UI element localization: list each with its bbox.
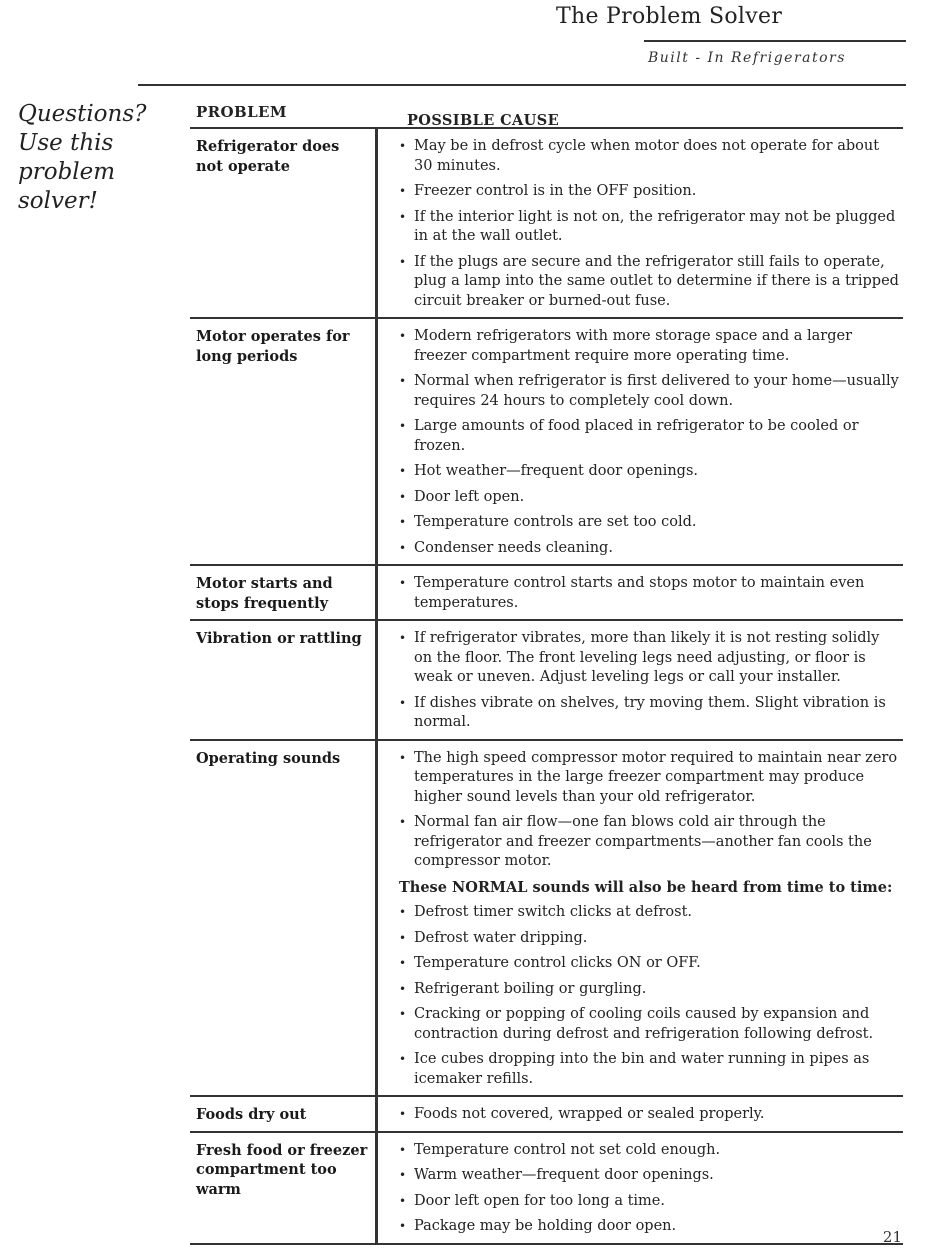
cause-cell [378, 741, 903, 1096]
table-row [190, 564, 903, 619]
cause-item: • Large amounts of food placed in refrigerator to be cooled or frozen. [399, 417, 899, 456]
cause-item: • Modern refrigerators with more storage space and a larger freezer compartment require more operating time. [399, 327, 899, 366]
side-note-line: problem [18, 159, 116, 185]
cause-item: • Ice cubes dropping into the bin and water running in pipes as icemaker refills. [399, 1050, 899, 1089]
side-note-line: solver! [18, 188, 98, 214]
section-subtitle: Built - In Refrigerators [648, 50, 846, 66]
table-row [190, 619, 903, 739]
cause-item: • May be in defrost cycle when motor does not operate for about 30 minutes. [399, 137, 899, 176]
page-title: The Problem Solver [556, 4, 783, 29]
cause-item: • Freezer control is in the OFF position. [399, 182, 899, 202]
page-number: 21 [882, 1228, 902, 1246]
table-row [190, 1095, 903, 1131]
cause-cell [378, 621, 903, 739]
cause-item: • Temperature control starts and stops motor to maintain even temperatures. [399, 574, 899, 613]
problem-cell: Operating sounds [190, 741, 378, 1096]
cause-cell [378, 1097, 903, 1131]
header-divider [644, 40, 906, 42]
cause-item: • Normal when refrigerator is first delivered to your home—usually requires 24 hours to completely cool down. [399, 372, 899, 411]
problem-cell: Vibration or rattling [190, 621, 378, 739]
cause-cell [378, 1133, 903, 1243]
cause-column-header: POSSIBLE CAUSE [407, 112, 560, 129]
cause-item: • Door left open. [399, 488, 899, 508]
problem-cell: Fresh food or freezer compartment too warm [190, 1133, 378, 1243]
cause-item: • Temperature control not set cold enough. [399, 1141, 899, 1161]
cause-item: • Door left open for too long a time. [399, 1192, 899, 1212]
cause-item: • If dishes vibrate on shelves, try moving them. Slight vibration is normal. [399, 694, 899, 733]
cause-item: • Defrost water dripping. [399, 929, 899, 949]
header-divider-long [138, 84, 906, 86]
cause-item: • Temperature controls are set too cold. [399, 513, 899, 533]
cause-item: • The high speed compressor motor required to maintain near zero temperatures in the large freezer compartment may produce higher sound levels than your old refrigerator. [399, 749, 899, 808]
table-row [190, 739, 903, 1096]
cause-item: • Foods not covered, wrapped or sealed properly. [399, 1105, 899, 1125]
table-row [190, 1131, 903, 1245]
cause-item: • Refrigerant boiling or gurgling. [399, 980, 899, 1000]
side-note [18, 100, 148, 216]
problem-cell: Motor operates for long periods [190, 319, 378, 564]
table-row [190, 317, 903, 564]
cause-item: • Condenser needs cleaning. [399, 539, 899, 559]
problem-table [190, 127, 903, 1245]
problem-cell: Refrigerator does not operate [190, 129, 378, 317]
cause-cell [378, 566, 903, 619]
side-note-line: Use this [18, 130, 114, 156]
cause-item: • Package may be holding door open. [399, 1217, 899, 1237]
cause-cell [378, 129, 903, 317]
cause-item: • Defrost timer switch clicks at defrost. [399, 903, 899, 923]
normal-sounds-note: These NORMAL sounds will also be heard from time to time: [399, 878, 893, 896]
cause-item: • Warm weather—frequent door openings. [399, 1166, 899, 1186]
cause-item: • If the plugs are secure and the refrigerator still fails to operate, plug a lamp into the same outlet to determine if there is a tripped circuit breaker or burned-out fuse. [399, 253, 899, 312]
cause-item: • Hot weather—frequent door openings. [399, 462, 899, 482]
problem-column-header: PROBLEM [196, 103, 287, 121]
side-note-line: Questions? [18, 101, 147, 127]
cause-item: • Normal fan air flow—one fan blows cold air through the refrigerator and freezer compartments—another fan cools the compressor motor. [399, 813, 899, 872]
cause-item: • If the interior light is not on, the refrigerator may not be plugged in at the wall outlet. [399, 208, 899, 247]
cause-item: • If refrigerator vibrates, more than likely it is not resting solidly on the floor. The front leveling legs need adjusting, or floor is weak or uneven. Adjust leveling legs or call your installer. [399, 629, 899, 688]
cause-item: • Temperature control clicks ON or OFF. [399, 954, 899, 974]
table-row [190, 127, 903, 317]
cause-cell [378, 319, 903, 564]
problem-cell: Motor starts and stops frequently [190, 566, 378, 619]
cause-item: • Cracking or popping of cooling coils caused by expansion and contraction during defrost and refrigeration following defrost. [399, 1005, 899, 1044]
problem-cell: Foods dry out [190, 1097, 378, 1131]
